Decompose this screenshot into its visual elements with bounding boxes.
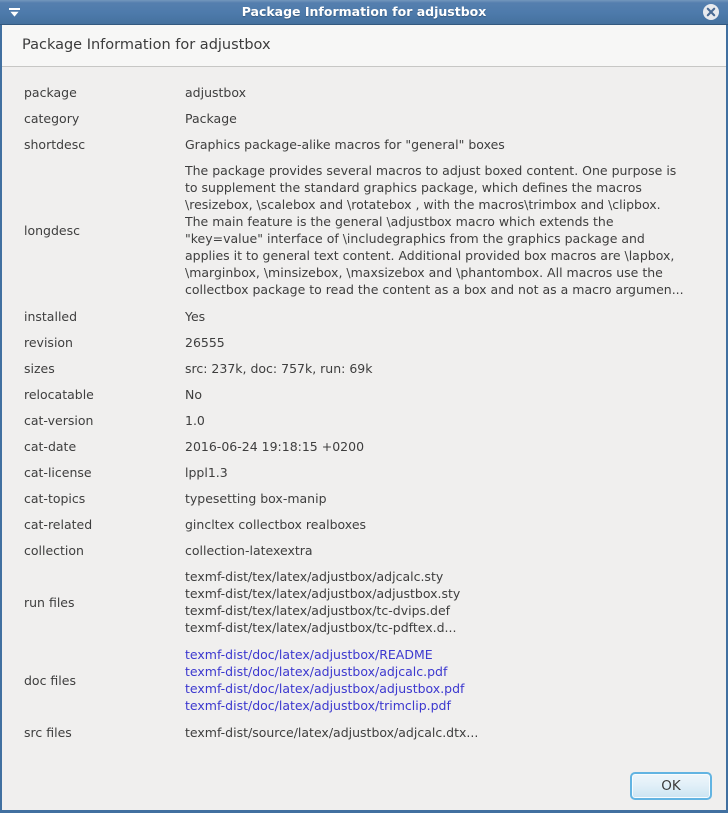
value-line: \marginbox, \minsizebox, \maxsizebox and \phantombox. All macros use the — [185, 265, 663, 280]
field-value: typesetting box-manip — [185, 490, 327, 506]
field-label: cat-topics — [24, 490, 86, 506]
field-label: category — [24, 110, 80, 126]
info-row-cat-related — [24, 511, 708, 537]
package-fields-table — [2, 67, 726, 810]
field-value — [185, 568, 708, 636]
field-value: Yes — [185, 308, 206, 324]
field-label: installed — [24, 308, 78, 324]
field-label: cat-date — [24, 438, 77, 454]
value-line: texmf-dist/tex/latex/adjustbox/tc-pdftex.d... — [185, 620, 457, 635]
field-label: relocatable — [24, 386, 94, 402]
field-value — [185, 646, 708, 714]
value-line: applies it to general text content. Additional provided box macros are \lapbox, — [185, 248, 675, 263]
info-row-relocatable — [24, 381, 708, 407]
close-icon-glyph — [702, 3, 720, 21]
info-row-cat-license — [24, 459, 708, 485]
info-row-sizes — [24, 355, 708, 381]
field-value: Package — [185, 110, 237, 126]
value-line: The package provides several macros to adjust boxed content. One purpose is — [185, 163, 677, 178]
info-row-shortdesc — [24, 131, 708, 157]
field-value: collection-latexextra — [185, 542, 313, 558]
info-row-package — [24, 79, 708, 105]
info-row-collection — [24, 537, 708, 563]
field-label: revision — [24, 334, 73, 350]
info-row-cat-topics — [24, 485, 708, 511]
value-line: texmf-dist/tex/latex/adjustbox/adjustbox.sty — [185, 586, 461, 601]
value-line: collectbox package to read the content as a box and not as a macro argumen... — [185, 282, 684, 297]
value-line: \resizebox, \scalebox and \rotatebox , with the macros\trimbox and \clipbox. — [185, 197, 661, 212]
field-label: run files — [24, 594, 75, 610]
field-value: No — [185, 386, 202, 402]
field-label: shortdesc — [24, 136, 86, 152]
field-label: collection — [24, 542, 84, 558]
shade-icon-glyph — [8, 7, 21, 18]
field-label: sizes — [24, 360, 55, 376]
window-title: Package Information for adjustbox — [241, 4, 487, 19]
field-label: longdesc — [24, 222, 80, 238]
close-icon[interactable] — [702, 3, 720, 21]
field-value: gincltex collectbox realboxes — [185, 516, 367, 532]
doc-file-link[interactable]: texmf-dist/doc/latex/adjustbox/adjcalc.pdf — [185, 664, 448, 679]
info-row-cat-date — [24, 433, 708, 459]
field-value: lppl1.3 — [185, 464, 228, 480]
value-line: "key=value" interface of \includegraphics from the graphics package and — [185, 231, 645, 246]
info-row-run-files — [24, 563, 708, 641]
doc-file-link[interactable]: texmf-dist/doc/latex/adjustbox/trimclip.pdf — [185, 698, 451, 713]
field-label: src files — [24, 724, 72, 740]
field-value: 1.0 — [185, 412, 205, 428]
info-row-longdesc — [24, 157, 708, 303]
doc-file-link[interactable]: texmf-dist/doc/latex/adjustbox/README — [185, 647, 433, 662]
field-label: package — [24, 84, 77, 100]
value-line: The main feature is the general \adjustbox macro which extends the — [185, 214, 614, 229]
field-value — [185, 162, 708, 298]
field-label: cat-version — [24, 412, 94, 428]
field-value: adjustbox — [185, 84, 246, 100]
info-row-cat-version — [24, 407, 708, 433]
dialog-heading: Package Information for adjustbox — [2, 25, 726, 67]
value-line: to supplement the standard graphics package, which defines the macros — [185, 180, 642, 195]
info-row-doc-files — [24, 641, 708, 719]
value-line: texmf-dist/tex/latex/adjustbox/adjcalc.sty — [185, 569, 444, 584]
field-label: doc files — [24, 672, 76, 688]
field-value: texmf-dist/source/latex/adjustbox/adjcalc.dtx... — [185, 724, 479, 740]
field-label: cat-license — [24, 464, 92, 480]
value-line: texmf-dist/tex/latex/adjustbox/tc-dvips.def — [185, 603, 451, 618]
field-value: 26555 — [185, 334, 225, 350]
info-row-revision — [24, 329, 708, 355]
dialog-body — [0, 25, 728, 813]
titlebar[interactable] — [0, 0, 728, 25]
info-row-category — [24, 105, 708, 131]
doc-file-link[interactable]: texmf-dist/doc/latex/adjustbox/adjustbox.pdf — [185, 681, 465, 696]
ok-button[interactable]: OK — [630, 772, 712, 800]
shade-window-icon[interactable] — [8, 7, 21, 18]
info-row-installed — [24, 303, 708, 329]
field-value: src: 237k, doc: 757k, run: 69k — [185, 360, 373, 376]
info-row-src-files — [24, 719, 708, 745]
field-value: 2016-06-24 19:18:15 +0200 — [185, 438, 365, 454]
field-value: Graphics package-alike macros for "general" boxes — [185, 136, 505, 152]
field-label: cat-related — [24, 516, 93, 532]
